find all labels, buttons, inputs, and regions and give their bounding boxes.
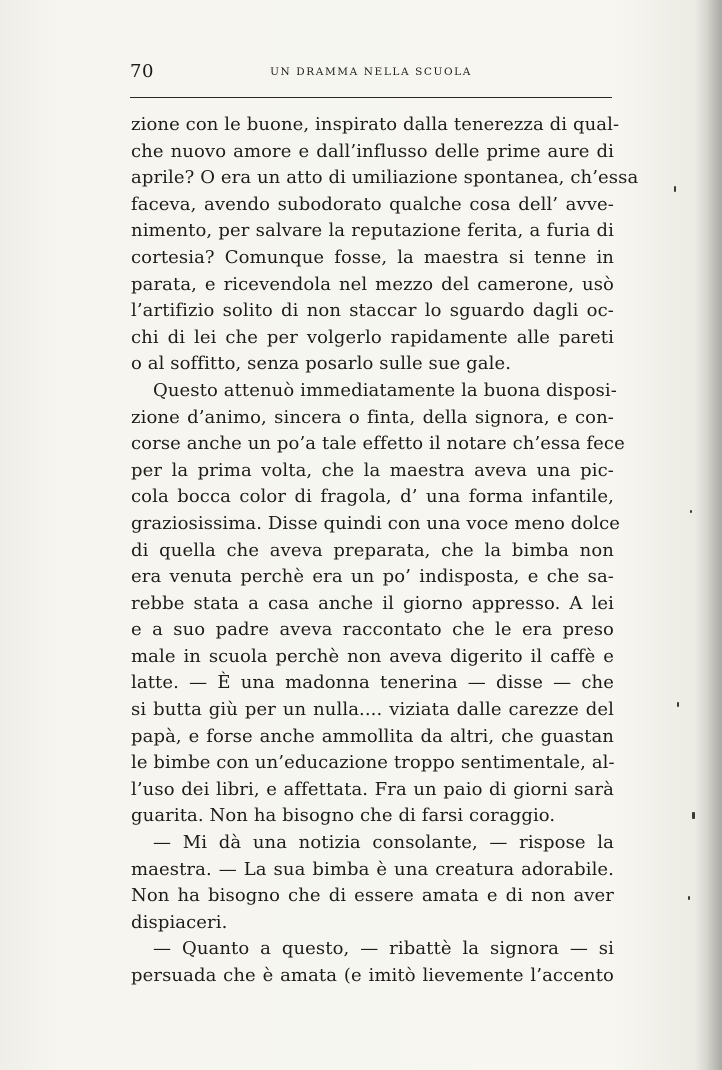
text-line: zione d’animo, sincera o finta, della signora, e con- bbox=[131, 406, 614, 428]
text-line: latte. — È una madonna tenerina — disse — che bbox=[131, 672, 614, 694]
text-line: per la prima volta, che la maestra aveva una pic- bbox=[131, 459, 614, 481]
ink-fleck bbox=[677, 702, 679, 707]
header-rule bbox=[130, 97, 612, 98]
text-line: chi di lei che per volgerlo rapidamente alle pareti bbox=[131, 326, 614, 348]
text-line: si butta giù per un nulla.... viziata dalle carezze del bbox=[131, 699, 614, 721]
ink-fleck bbox=[688, 896, 690, 900]
text-line: guarita. Non ha bisogno che di farsi coraggio. bbox=[131, 805, 556, 827]
text-line: di quella che aveva preparata, che la bimba non bbox=[131, 539, 614, 561]
ink-fleck bbox=[674, 186, 676, 192]
text-line: zione con le buone, inspirato dalla tenerezza di qual- bbox=[131, 114, 620, 135]
text-line: e a suo padre aveva raccontato che le era preso bbox=[131, 619, 614, 641]
text-line: cola bocca color di fragola, d’ una forma infantile, bbox=[131, 486, 614, 508]
text-line: faceva, avendo subodorato qualche cosa dell’ avve- bbox=[131, 193, 614, 215]
text-line: Non ha bisogno che di essere amata e di non aver bbox=[131, 885, 614, 907]
ink-fleck bbox=[690, 510, 692, 513]
running-title: UN DRAMMA NELLA SCUOLA bbox=[270, 66, 472, 78]
text-line: rebbe stata a casa anche il giorno appresso. A lei bbox=[131, 592, 614, 614]
text-line: dispiaceri. bbox=[131, 911, 228, 933]
text-line: aprile? O era un atto di umiliazione spontanea, ch’essa bbox=[131, 167, 639, 189]
text-line: o al soffitto, senza posarlo sulle sue gale. bbox=[131, 353, 512, 375]
text-line: graziosissima. Disse quindi con una voce meno dolce bbox=[131, 512, 621, 534]
text-line: l’uso dei libri, e affettata. Fra un paio di giorni sarà bbox=[131, 778, 614, 800]
text-line: le bimbe con un’educazione troppo sentimentale, al- bbox=[131, 752, 615, 774]
text-line: che nuovo amore e dall’influsso delle prime aure di bbox=[131, 140, 614, 162]
page-gutter-shadow bbox=[696, 0, 722, 1070]
text-line: l’artifizio solito di non staccar lo sguardo dagli oc- bbox=[131, 300, 614, 322]
body-text bbox=[131, 112, 639, 990]
text-line: parata, e ricevendola nel mezzo del camerone, usò bbox=[131, 273, 614, 295]
text-line: era venuta perchè era un po’ indisposta, e che sa- bbox=[131, 566, 614, 588]
page-number: 70 bbox=[130, 61, 154, 82]
text-line: — Quanto a questo, — ribattè la signora — si bbox=[153, 938, 614, 960]
text-line: papà, e forse anche ammollita da altri, che guastan bbox=[131, 725, 614, 747]
running-header bbox=[130, 58, 612, 86]
ink-fleck bbox=[692, 812, 695, 819]
text-line: Questo attenuò immediatamente la buona disposi- bbox=[153, 379, 617, 401]
text-line: male in scuola perchè non aveva digerito il caffè e bbox=[131, 645, 614, 667]
text-line: cortesia? Comunque fosse, la maestra si tenne in bbox=[131, 246, 614, 268]
text-line: nimento, per salvare la reputazione ferita, a furia di bbox=[131, 220, 614, 242]
text-line: maestra. — La sua bimba è una creatura adorabile. bbox=[131, 858, 614, 880]
text-line: — Mi dà una notizia consolante, — rispose la bbox=[153, 832, 614, 854]
text-line: persuada che è amata (e imitò lievemente l’accento bbox=[131, 965, 614, 986]
text-line: corse anche un po’a tale effetto il notare ch’essa fece bbox=[131, 433, 625, 455]
